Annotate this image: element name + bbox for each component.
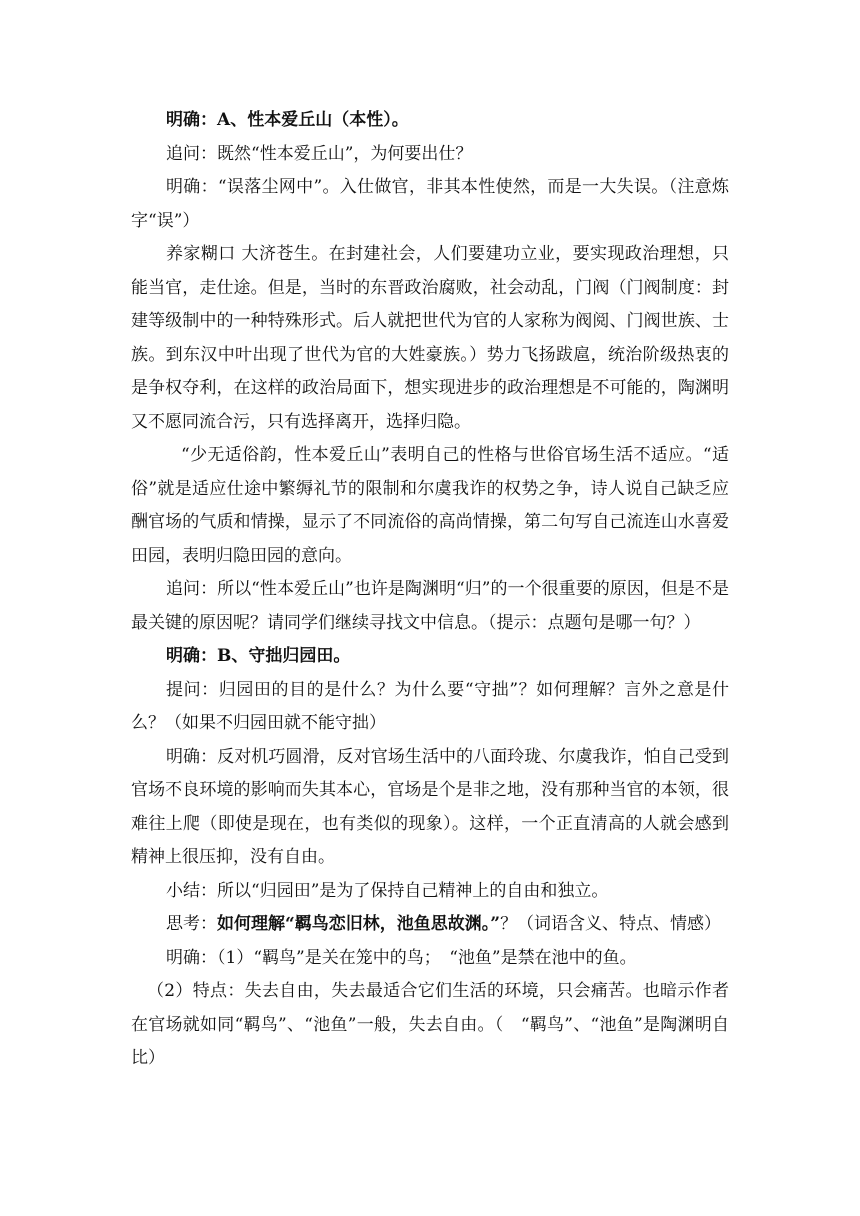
answer-b: 明确：B、守拙归园田。 [166, 646, 351, 666]
summary: 小结：所以“归园田”是为了保持自己精神上的自由和独立。 [166, 880, 609, 901]
answer-misstep: 明确：“误落尘网中”。入仕做官，非其本性使然，而是一大失误。（注意炼字“误”） [131, 177, 729, 231]
follow-up-question-2: 追问：所以“性本爱丘山”也许是陶渊明“归”的一个很重要的原因，但是不是最关键的原因呢？请同学们继续寻找文中信息。（提示：点题句是哪一句？） [131, 579, 729, 633]
thinking-suffix: ？（词语含义、特点、情感） [500, 914, 722, 934]
paragraph-nature: “少无适俗韵，性本爱丘山”表明自己的性格与世俗官场生活不适应。“适俗”就是适应仕途中繁缛礼节的限制和尔虞我诈的权势之争，诗人说自己缺乏应酬官场的气质和情操，显示了不同流俗的高尚情操，第二句写自己流连山水喜爱田园，表明归隐田园的意向。 [131, 445, 729, 566]
thinking-question [131, 908, 729, 942]
question-purpose: 提问：归园田的目的是什么？为什么要“守拙”？如何理解？言外之意是什么？（如果不归园田就不能守拙） [131, 679, 729, 733]
body-text [131, 104, 729, 1076]
answer-purpose: 明确：反对机巧圆滑，反对官场生活中的八面玲珑、尔虞我诈，怕自己受到官场不良环境的影响而失其本心，官场是个是非之地，没有那种当官的本领，很难往上爬（即使是现在，也有类似的现象）。这样，一个正直清高的人就会感到精神上很压抑，没有自由。 [131, 746, 729, 867]
follow-up-question-1: 追问：既然“性本爱丘山”，为何要出仕？ [166, 143, 473, 164]
answer-2: （2）特点：失去自由，失去最适合它们生活的环境，只会痛苦。也暗示作者在官场就如同“羁鸟”、“池鱼”一般，失去自由。（ “羁鸟”、“池鱼”是陶渊明自比） [131, 981, 729, 1068]
paragraph-background: 养家糊口 大济苍生。在封建社会，人们要建功立业，要实现政治理想，只能当官，走仕途。但是，当时的东晋政治腐败，社会动乱，门阀（门阀制度：封建等级制中的一种特殊形式。后人就把世代为官的人家称为阀阅、门阀世族、士族。到东汉中叶出现了世代为官的大姓豪族。）势力飞扬跋扈，统治阶级热衷的是争权夺利，在这样的政治局面下，想实现进步的政治理想是不可能的，陶渊明又不愿同流合污，只有选择离开，选择归隐。 [131, 244, 729, 432]
thinking-prefix: 思考： [166, 914, 217, 934]
answer-1: 明确：（1）“羁鸟”是关在笼中的鸟； “池鱼”是禁在池中的鱼。 [166, 947, 637, 968]
thinking-bold: 如何理解“羁鸟恋旧林，池鱼思故渊。” [217, 914, 501, 934]
answer-a: 明确：A、性本爱丘山（本性）。 [166, 110, 409, 130]
